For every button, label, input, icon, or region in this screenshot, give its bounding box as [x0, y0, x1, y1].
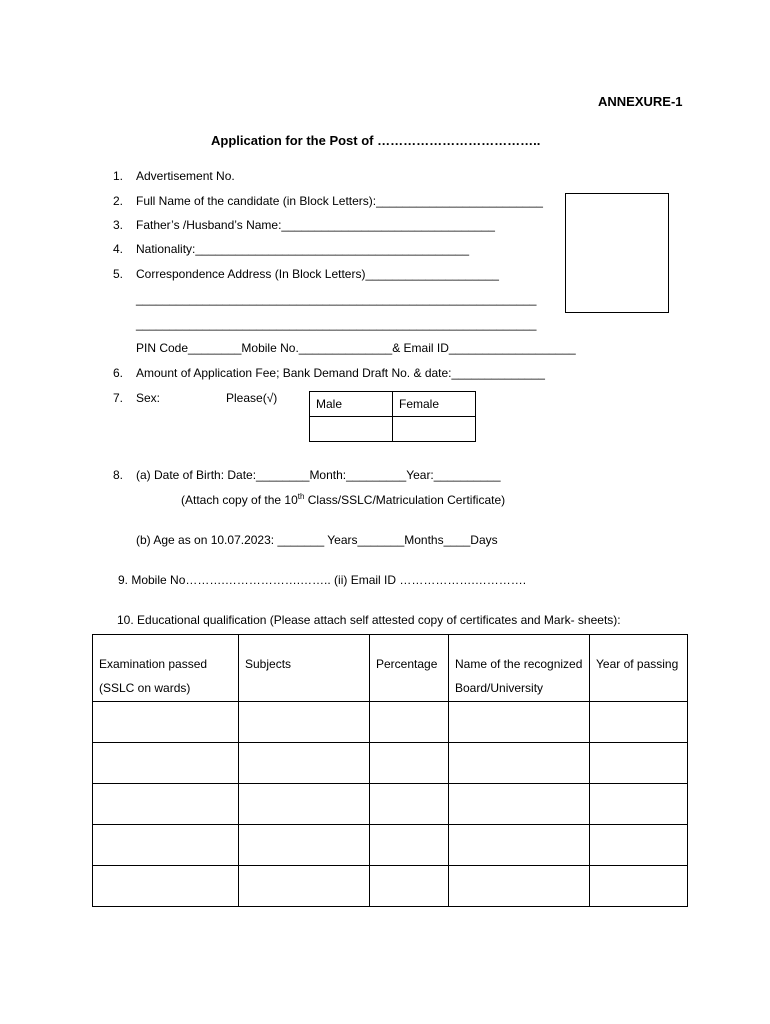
- table-row: [93, 784, 688, 825]
- table-row: [93, 825, 688, 866]
- date-of-birth-field[interactable]: (a) Date of Birth: Date:________Month:_________Year:__________: [136, 468, 501, 482]
- table-cell[interactable]: [590, 784, 688, 825]
- table-cell[interactable]: [370, 825, 449, 866]
- table-cell[interactable]: [239, 825, 370, 866]
- table-cell[interactable]: [93, 702, 239, 743]
- table-cell[interactable]: [93, 784, 239, 825]
- item-field[interactable]: PIN Code________Mobile No.______________& Email ID___________________: [136, 341, 576, 355]
- table-cell[interactable]: [239, 743, 370, 784]
- table-cell[interactable]: [590, 702, 688, 743]
- table-cell[interactable]: [93, 866, 239, 907]
- item-field: Sex:: [136, 391, 161, 405]
- table-cell[interactable]: [449, 743, 590, 784]
- item-field[interactable]: Amount of Application Fee; Bank Demand Draft No. & date:______________: [136, 366, 545, 380]
- table-cell[interactable]: [370, 784, 449, 825]
- table-cell[interactable]: [93, 743, 239, 784]
- table-cell[interactable]: [449, 702, 590, 743]
- annexure-label: ANNEXURE-1: [598, 94, 683, 109]
- item-field[interactable]: ____________________________________________________________: [136, 292, 537, 306]
- item-number: 6.: [113, 366, 124, 380]
- education-table: [92, 634, 688, 907]
- col-header-examination: Examination passed (SSLC on wards): [93, 635, 239, 702]
- attach-note: (Attach copy of the 10th Class/SSLC/Matriculation Certificate): [181, 492, 506, 507]
- item-field[interactable]: Nationality:_________________________________________: [136, 242, 469, 256]
- table-row: [93, 743, 688, 784]
- sex-please-label: Please(√): [226, 391, 278, 405]
- item-field[interactable]: ____________________________________________________________: [136, 317, 537, 331]
- educational-qualification-label: 10. Educational qualification (Please attach self attested copy of certificates and Mark- sheets):: [117, 613, 621, 627]
- sex-male-checkbox[interactable]: [310, 417, 393, 442]
- col-header-board: Name of the recognized Board/University: [449, 635, 590, 702]
- form-title: Application for the Post of ………………………………..: [211, 133, 541, 148]
- table-cell[interactable]: [93, 825, 239, 866]
- table-row: [93, 702, 688, 743]
- item-number: 1.: [113, 169, 124, 183]
- col-header-subjects: Subjects: [239, 635, 370, 702]
- table-cell[interactable]: [449, 866, 590, 907]
- col-header-percentage: Percentage: [370, 635, 449, 702]
- item-number: 2.: [113, 194, 124, 208]
- table-cell[interactable]: [590, 743, 688, 784]
- table-cell[interactable]: [449, 784, 590, 825]
- table-cell[interactable]: [590, 825, 688, 866]
- table-cell[interactable]: [370, 743, 449, 784]
- item-field[interactable]: Correspondence Address (In Block Letters)____________________: [136, 267, 499, 281]
- age-field[interactable]: (b) Age as on 10.07.2023: _______ Years_______Months____Days: [136, 533, 498, 547]
- sex-female-checkbox[interactable]: [393, 417, 476, 442]
- item-8-number: 8.: [113, 468, 124, 482]
- table-cell[interactable]: [590, 866, 688, 907]
- table-cell[interactable]: [239, 866, 370, 907]
- sex-male-label: Male: [310, 392, 393, 417]
- col-header-year: Year of passing: [590, 635, 688, 702]
- item-number: 5.: [113, 267, 124, 281]
- sex-female-label: Female: [393, 392, 476, 417]
- table-cell[interactable]: [239, 784, 370, 825]
- item-number: 7.: [113, 391, 124, 405]
- item-number: 4.: [113, 242, 124, 256]
- photo-box[interactable]: [565, 193, 669, 313]
- table-cell[interactable]: [449, 825, 590, 866]
- item-field[interactable]: Advertisement No.: [136, 169, 235, 183]
- table-row: [93, 866, 688, 907]
- item-field[interactable]: Father’s /Husband’s Name:________________________________: [136, 218, 495, 232]
- sex-table: [309, 391, 476, 442]
- table-cell[interactable]: [370, 702, 449, 743]
- table-cell[interactable]: [239, 702, 370, 743]
- mobile-email-line[interactable]: 9. Mobile No……….……………….…….. (ii) Email ID ……………….………….: [118, 573, 527, 587]
- table-cell[interactable]: [370, 866, 449, 907]
- item-number: 3.: [113, 218, 124, 232]
- item-field[interactable]: Full Name of the candidate (in Block Letters):_________________________: [136, 194, 543, 208]
